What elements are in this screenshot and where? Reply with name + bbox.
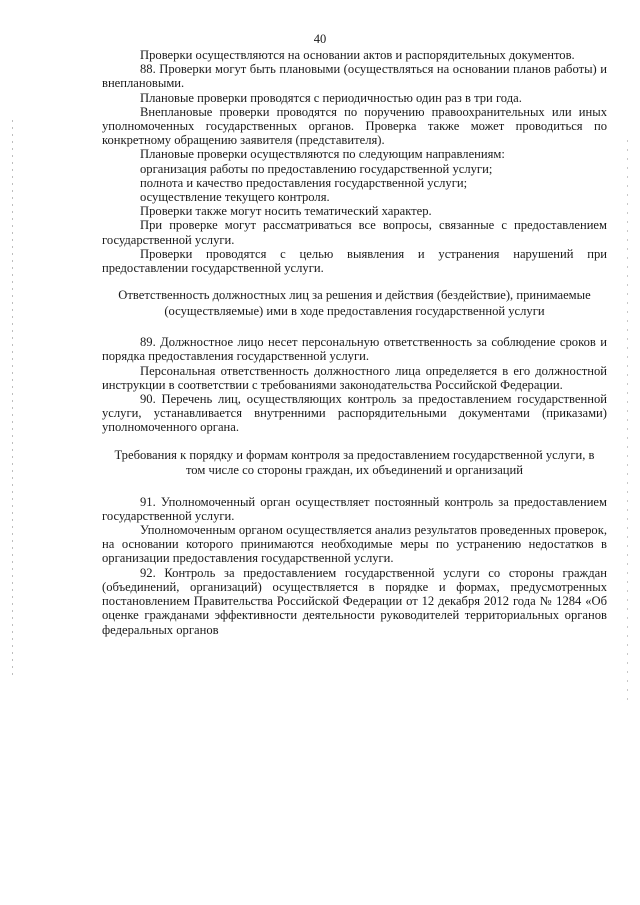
paragraph: 92. Контроль за предоставлением государственной услуги со стороны граждан (объединений, организаций) осуществляется в порядке и формах, предусмотренных постановлением Правительства Российской Федерации от 12 декабря 2012 года № 1284 «Об оценке гражданами эффективности деятельности руководителей территориальных органов федеральных органов: [102, 565, 607, 637]
document-body: [102, 48, 607, 637]
scan-edge-right: [627, 140, 628, 700]
paragraph: полнота и качество предоставления государственной услуги;: [140, 175, 468, 190]
paragraph: Проверки также могут носить тематический характер.: [140, 204, 432, 219]
spacer: [102, 319, 607, 335]
paragraph: 88. Проверки могут быть плановыми (осуществляться на основании планов работы) и внеплановыми.: [102, 62, 607, 91]
spacer: [102, 435, 607, 448]
paragraph: 90. Перечень лиц, осуществляющих контроль за предоставлением государственной услуги, устанавливается внутренними распорядительными документами (приказами) уполномоченного органа.: [102, 392, 607, 435]
paragraph: Плановые проверки проводятся с периодичностью один раз в три года.: [140, 90, 522, 105]
page-number: 40: [313, 32, 327, 46]
paragraph: Внеплановые проверки проводятся по поручению правоохранительных или иных уполномоченных государственных органов. Проверка также может проводиться по конкретному обращению заявителя (представителя).: [102, 104, 607, 148]
paragraph: Проверки осуществляются на основании актов и распорядительных документов.: [140, 48, 575, 62]
paragraph: При проверке могут рассматриваться все вопросы, связанные с предоставлением государственной услуги.: [102, 218, 607, 247]
paragraph: Плановые проверки осуществляются по следующим направлениям:: [140, 147, 505, 162]
spacer: [102, 275, 607, 288]
paragraph: 89. Должностное лицо несет персональную ответственность за соблюдение сроков и порядка предоставления государственной услуги.: [102, 335, 607, 364]
section-heading: Ответственность должностных лиц за решения и действия (бездействие), принимаемые (осуществляемые) ими в ходе предоставления государственной услуги: [118, 288, 591, 318]
scan-edge-left: [12, 120, 13, 680]
section-heading: Требования к порядку и формам контроля за предоставлением государственной услуги, в том числе со стороны граждан, их объединений и организаций: [114, 447, 595, 478]
paragraph: Проверки проводятся с целью выявления и устранения нарушений при предоставлении государственной услуги.: [102, 246, 607, 276]
paragraph: Уполномоченным органом осуществляется анализ результатов проведенных проверок, на основании которого принимаются необходимые меры по устранению недостатков в организации предоставления государственной услуги.: [102, 523, 607, 566]
paragraph: осуществление текущего контроля.: [140, 190, 330, 205]
paragraph: 91. Уполномоченный орган осуществляет постоянный контроль за предоставлением государственной услуги.: [102, 494, 607, 523]
paragraph: Персональная ответственность должностного лица определяется в его должностной инструкции в соответствии с требованиями законодательства Российской Федерации.: [102, 363, 607, 392]
spacer: [102, 479, 607, 495]
paragraph: организация работы по предоставлению государственной услуги;: [140, 161, 493, 176]
